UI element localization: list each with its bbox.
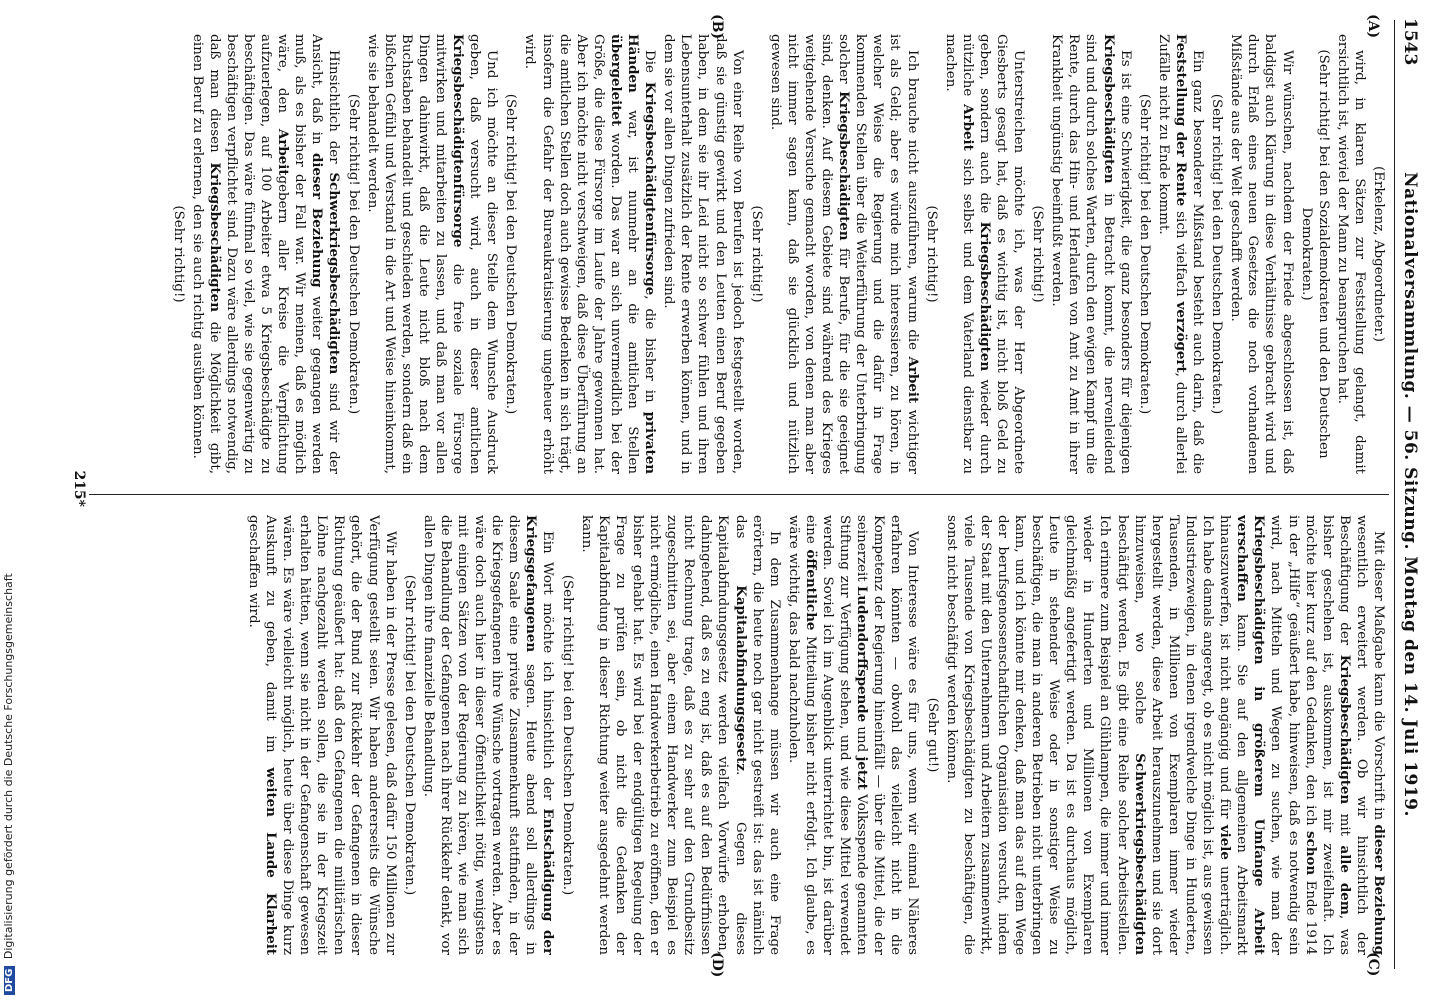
left-paragraph: (Sehr richtig!): [170, 205, 186, 303]
left-paragraph: Unterstreichen möchte ich, was der Herr Abgeordnete Giesberts gesagt hat, daß es wichtig ist, nicht bloß Geld zu geben, sondern auch die Kriegsbeschädigten wieder durch nützliche Arbeit sich selbst und dem Vaterland dienstbar zu machen.: [942, 34, 1027, 474]
margin-mark-b: (B): [709, 14, 725, 40]
left-paragraph: (Sehr richtig!): [1030, 205, 1046, 303]
left-paragraph: (Sehr richtig! bei den Deutschen Demokraten.): [503, 93, 519, 415]
document-page: [49, 12, 1425, 977]
left-paragraph: (Sehr richtig! bei den Sozialdemokraten und den Deutschen Demokraten.): [1298, 49, 1331, 459]
left-paragraph: (Sehr richtig!): [748, 205, 764, 303]
right-paragraph: Mit dieser Maßgabe kann die Vorschrift in dieser Beziehung wesentlich erweitert werden. Ob wir hinsichtlich der Beschäftigung der Kriegsbeschädigten mit alle dem, was bisher geschehen ist, auskommen, ist mir zweifelhaft. Ich möchte hier kurz auf den Gedanken, den ich schon Ende 1914 in der „Hilfe“ geäußert habe, hinweisen, daß es notwendig sein wird, nach Mitteln und Wegen zu suchen, wie man der Kriegsbeschädigten in größerem Umfange Arbeit verschaffen kann. Sie auf den allgemeinen Arbeitsmarkt hinauszuwerfen, ist nicht angängig und für viele unerträglich. Ich habe damals angeregt, ob es nicht möglich ist, aus gewissen Industriezweigen, in denen irgendwelche Dinge in Hunderten, Tausenden, in Millionen von Exemplaren immer wieder hergestellt werden, diese Arbeit herauszunehmen und sie dort hinzuweisen, wo solche Schwerkriegsbeschädigten beschäftigt werden. Es gibt eine Reihe solcher Arbeitsstellen. Ich erinnere zum Beispiel an Glühlampen, die immer und immer wieder in Hunderten und Millionen von Exemplaren gleichmäßig angefertigt werden. Da ist es durchaus möglich, Leute in stehender Weise oder in sonstiger Weise zu beschäftigen, die man in anderen Betrieben nicht unterbringen kann, und ich könnte mir denken, daß man das auf dem Wege der berufsgenossenschaftlichen Organisation versucht, indem der Staat mit den Unternehmern und Arbeitern zusammenwirkt, viele Tausende von Kriegsbeschädigten zu beschäftigen, die sonst nicht beschäftigt werden können.: [943, 515, 1387, 955]
left-paragraph: Und ich möchte an dieser Stelle dem Wunsche Ausdruck geben, daß versucht wird, auch in dieser amtlichen Kriegsbeschädigtenfürsorge die freie soziale Fürsorge mitwirken und mitarbeiten zu lassen, und daß man vor allen Dingen dahinwirkt, daß die Leute nicht bloß nach dem Buchstaben behandelt und geschieden werden, sondern daß ein bißchen Gefühl und Verstand in die Art und Weise hineinkommt, wie sie behandelt werden.: [364, 34, 500, 474]
right-column: [77, 515, 1387, 955]
left-paragraph: (Sehr richtig!): [923, 205, 939, 303]
dfg-logo: DFG: [4, 966, 15, 995]
right-paragraph: (Sehr richtig! bei den Deutschen Demokraten.): [559, 574, 575, 896]
left-paragraph: Ein ganz besonderer Mißstand besteht auch darin, daß die Feststellung der Rente sich vielfach verzögert, durch allerlei Zufälle nicht zu Ende kommt.: [1155, 34, 1206, 474]
margin-mark-a: (A): [1365, 14, 1381, 39]
left-paragraph: (Sehr richtig! bei den Deutschen Demokraten.): [1136, 93, 1152, 415]
funding-text: Digitalisierung gefördert durch die Deutsche Forschungsgemeinschaft: [2, 573, 15, 960]
right-paragraph: Ein Wort möchte ich hinsichtlich der Entschädigung der Kriegsgefangenen sagen. Heute abend soll allerdings in diesem Saale eine private Zusammenkunft stattfinden, in der die Kriegsgefangenen ihre Wünsche vortragen werden. Aber es wäre doch auch hier in dieser Öffentlichkeit nötig, wenigstens mit einigen Sätzen von der Regierung zu hören, wie man sich die Behandlung der Gefangenen nach ihrer Rückkehr denkt, vor allen Dingen ihre finanzielle Behandlung.: [420, 515, 557, 955]
left-paragraph: Von einer Reihe von Berufen ist jedoch festgestellt worden, daß sie günstig gewirkt und den Leuten einen Beruf gegeben haben, in dem sie ihr Leid nicht so schwer fühlen und ihren Lebensunterhalt zusätzlich der Rente erwerben können, und in dem sie vor allen Dingen zufrieden sind.: [661, 34, 745, 474]
right-paragraph: In dem Zusammenhange müssen wir auch eine Frage erörtern, die heute noch gar nicht gestreift ist: das ist nämlich das Kapitalabfindungsgesetz. Gegen dieses Kapitalabfindungsgesetz werden vielfach Vorwürfe erhoben, dahingehend, daß es zu eng ist, daß es auf den Bedürfnissen nicht Rechnung trage, daß es zu sehr auf den Grundbesitz zugeschnitten sei, aber einem Handwerker zum Beispiel es nicht ermögliche, einen Handwerkerbetrieb zu eröffnen, den er bisher gehabt hat. Es wird bei der endgültigen Regelung der Frage zu prüfen sein, ob nicht die Gedanken der Kapitalabfindung in dieser Richtung weiter ausgedehnt werden kann.: [578, 515, 782, 955]
page-number: 1543: [1400, 18, 1420, 66]
left-paragraph: wird, in klaren Sätzen zur Feststellung gelangt, damit ersichtlich ist, wieviel der Mann zu beanspruchen hat.: [1334, 34, 1367, 474]
left-paragraph: Es ist eine Schwierigkeit, die ganz besonders für diejenigen Kriegsbeschädigten in Betracht kommt, die nervenleidend sind und durch solches Warten, durch den ewigen Kampf um die Rente, durch das Hin- und Herlaufen von Amt zu Amt in ihrer Krankheit ungünstig beeinflußt werden.: [1049, 34, 1133, 474]
right-paragraph: (Sehr richtig! bei den Deutschen Demokraten.): [401, 574, 417, 896]
page-title: Nationalversammlung. — 56. Sitzung. Montag den 14. Juli 1919.: [1400, 172, 1420, 817]
right-paragraph: (Sehr gut!): [924, 697, 940, 773]
margin-mark-c: (C): [1365, 952, 1381, 977]
left-paragraph: (Erkelenz, Abgeordneter.): [1371, 166, 1386, 342]
left-paragraph: Die Kriegsbeschädigtenfürsorge, die bisher in privaten Händen war, ist nunmehr an die amtlichen Stellen übergeleitet worden. Das war an sich unvermeidlich bei der Größe, die diese Fürsorge im Laufe der Jahre gewonnen hat. Aber ich möchte nicht verschweigen, daß diese Überführung an die amtlichen Stellen doch auch gewisse Bedenken in sich trägt, insofern die Gefahr der Bureaukratisierung ungeheuer erhöht wird.: [522, 34, 659, 474]
footer-number: 215*: [71, 470, 87, 507]
left-paragraph: (Sehr richtig! bei den Deutschen Demokraten.): [345, 93, 361, 415]
left-paragraph: Ich brauche nicht auszuführen, warum die Arbeit wichtiger ist als Geld; aber es würde mich interessieren, zu hören, in welcher Weise die Regierung und die dafür in Frage kommenden Stellen über die Weiterführung der Unterbringung solcher Kriegsbeschädigten für Berufe, für die sie geeignet sind, denken. Auf diesem Gebiete sind während des Krieges weitgehende Versuche gemacht worden, von denen man aber nicht immer sagen kann, daß sie glücklich und nützlich gewesen sind.: [767, 34, 921, 474]
left-column: [77, 34, 1387, 474]
left-paragraph: Wir wünschen, nachdem der Friede abgeschlossen ist, daß baldigst auch Klärung in diese Verhältnisse gebracht wird und durch Erlaß eines neuen Gesetzes die noch vorhandenen Mißstände aus der Welt geschafft werden.: [1228, 34, 1295, 474]
column-separator: [89, 494, 1389, 495]
funding-caption: [2, 573, 15, 995]
margin-mark-d: (D): [709, 952, 725, 978]
left-paragraph: Hinsichtlich der Schwerkriegsbeschädigten sind wir der Ansicht, daß in dieser Beziehung weiter gegangen werden muß, als es bisher der Fall war. Wir meinen, daß es möglich wäre, den Arbeitgebern aller Kreise die Verpflichtung aufzuerlegen, auf 100 Arbeiter etwa 5 Kriegsbeschädigte zu beschäftigen. Das wäre fünfmal so viel, wie sie gegenwärtig zu beschäftigen verpflichtet sind. Dazu wäre allerdings notwendig, daß man diesen Kriegsbeschädigten die Möglichkeit gibt, einen Beruf zu erlernen, den sie auch richtig ausüben können.: [189, 34, 343, 474]
page-header: [1395, 12, 1425, 977]
left-paragraph: (Sehr richtig! bei den Deutschen Demokraten.): [1209, 93, 1225, 415]
header-rule: [1394, 20, 1395, 969]
right-paragraph: Wir haben in der Presse gelesen, daß dafür 150 Millionen zur Verfügung gestellt seien. Wir haben andererseits die Wünsche gehört, die der Bund zur Rückkehr der Gefangenen in dieser Richtung geäußert hat: daß den Gefangenen die militärischen Löhne nachgezahlt werden sollen, die sie in der Kriegszeit erhalten hätten, wenn sie nicht in der Gefangenschaft gewesen wären. Es wäre vielleicht möglich, heute über diese Dinge kurz Auskunft zu geben, damit im weiten Lande Klarheit geschaffen wird.: [245, 515, 398, 955]
right-paragraph: Von Interesse wäre es für uns, wenn wir einmal Näheres erfahren könnten — obwohl das vielleicht nicht in die Kompetenz der Regierung hineinfällt — über die Mittel, die der seinerzeit Ludendorffspende und jetzt Volksspende genannten Stiftung zur Verfügung stehen, und wie diese Mittel verwendet werden. Soviel ich im Augenblick unterrichtet bin, ist darüber eine öffentliche Mitteilung bisher nicht erfolgt. Ich glaube, es wäre wichtig, das bald nachzuholen.: [785, 515, 921, 955]
